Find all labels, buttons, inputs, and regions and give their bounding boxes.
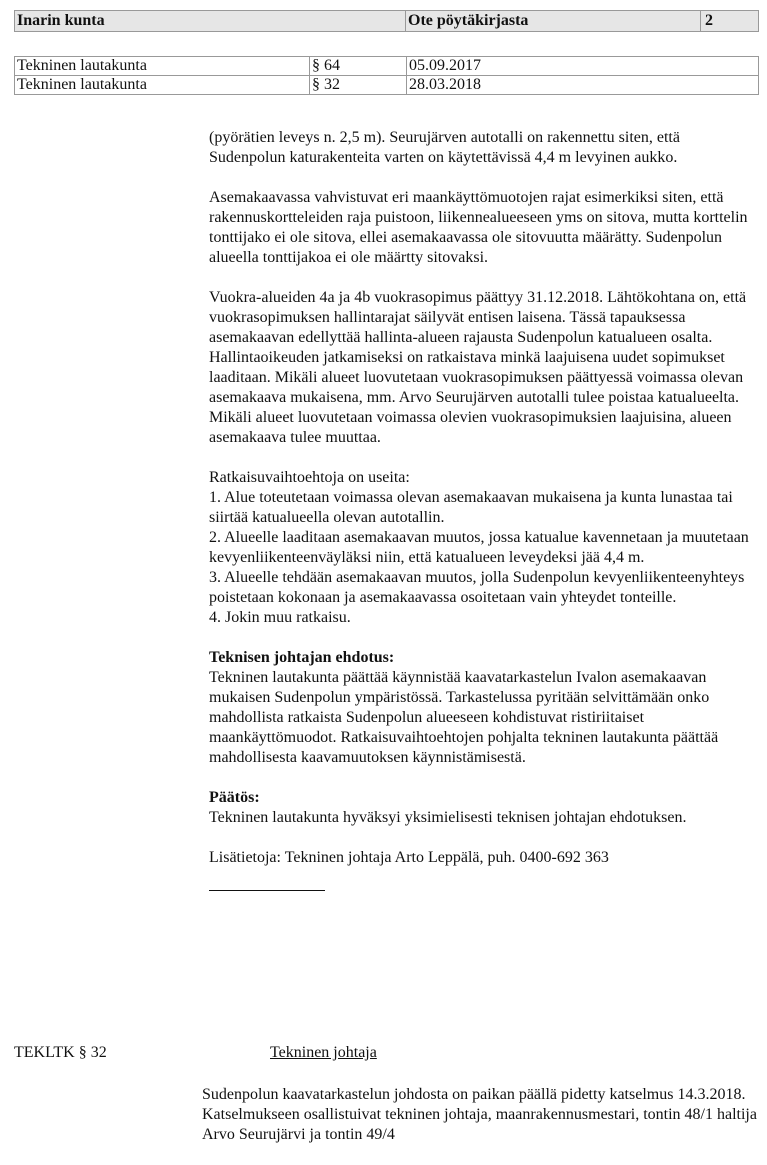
contact-info: Lisätietoja: Tekninen johtaja Arto Leppälä, puh. 0400-692 363 bbox=[209, 849, 609, 866]
meeting-meta-table bbox=[14, 56, 759, 95]
options-list bbox=[209, 468, 759, 628]
paragraph: Asemakaavassa vahvistuvat eri maankäyttömuotojen rajat esimerkiksi siten, että rakennuskortteleiden raja puistoon, liikennealueeseen yms on sitova, mutta korttelin tonttijako ei ole sitova, ellei asemakaavassa ole sitovuutta määrätty. Sudenpolun alueella tonttijakoa ei ole määrtty sitovaksi. bbox=[209, 189, 748, 266]
meta-body: Tekninen lautakunta bbox=[15, 57, 310, 76]
document-header bbox=[14, 10, 759, 32]
decision-text: Tekninen lautakunta hyväksyi yksimielisesti teknisen johtajan ehdotuksen. bbox=[209, 809, 687, 826]
options-intro: Ratkaisuvaihtoehtoja on useita: bbox=[209, 469, 410, 486]
meta-section: § 32 bbox=[310, 76, 407, 95]
document-type: Ote pöytäkirjasta bbox=[406, 11, 701, 32]
meta-row bbox=[15, 57, 759, 76]
minutes-body bbox=[209, 128, 759, 891]
page-number: 2 bbox=[701, 11, 759, 32]
option-item: 4. Jokin muu ratkaisu. bbox=[209, 609, 351, 626]
option-item: 3. Alueelle tehdään asemakaavan muutos, jolla Sudenpolun kevyenliikenteenyhteys poistetaan kokonaan ja asemakaavassa osoitetaan vain yhteydet tonteille. bbox=[209, 569, 745, 606]
section-code: TEKLTK § 32 bbox=[14, 1044, 107, 1061]
meta-date: 28.03.2018 bbox=[407, 76, 759, 95]
municipality-name: Inarin kunta bbox=[15, 11, 406, 32]
option-item: 2. Alueelle laaditaan asemakaavan muutos, jossa katualue kavennetaan ja muutetaan kevyenliikenteenväyläksi niin, että katualueen leveydeksi jää 4,4 m. bbox=[209, 529, 749, 566]
meta-row bbox=[15, 76, 759, 95]
meta-section: § 64 bbox=[310, 57, 407, 76]
decision-heading: Päätös: bbox=[209, 789, 260, 806]
paragraph: (pyörätien leveys n. 2,5 m). Seurujärven autotalli on rakennettu siten, että Sudenpolun katurakenteita varten on käytettävissä 4,4 m levyinen aukko. bbox=[209, 129, 680, 166]
proposal-text: Tekninen lautakunta päättää käynnistää kaavatarkastelun Ivalon asemakaavan mukaisen Sudenpolun ympäristössä. Tarkastelussa pyritään selvittämään onko mahdollista ratkaista Sudenpolun alueeseen kohdistuvat ristiriitaiset maankäyttömuodot. Ratkaisuvaihtoehtojen pohjalta tekninen lautakunta päättää mahdollisesta kaavamuutoksen käynnistämisestä. bbox=[209, 669, 719, 766]
paragraph: Sudenpolun kaavatarkastelun johdosta on paikan päällä pidetty katselmus 14.3.2018. Katselmukseen osallistuivat tekninen johtaja, maanrakennusmestari, tontin 48/1 haltija Arvo Seurujärvi ja tontin 49/4 bbox=[202, 1086, 757, 1143]
meta-body: Tekninen lautakunta bbox=[15, 76, 310, 95]
proposal-heading: Teknisen johtajan ehdotus: bbox=[209, 649, 395, 666]
meta-date: 05.09.2017 bbox=[407, 57, 759, 76]
signature-line bbox=[209, 890, 325, 891]
paragraph: Vuokra-alueiden 4a ja 4b vuokrasopimus päättyy 31.12.2018. Lähtökohtana on, että vuokrasopimuksen hallintarajat säilyvät entisen laisena. Tässä tapauksessa asemakaavan edellyttää hallinta-alueen rajausta Sudenpolun katualueen osalta. Hallintaoikeuden jatkamiseksi on ratkaistava minkä laajuisena uudet sopimukset laaditaan. Mikäli alueet luovutetaan vuokrasopimuksen päättyessä voimassa olevan asemakaava mukaisena, mm. Arvo Seurujärven autotalli tulee poistaa katualueelta. Mikäli alueet luovutetaan voimassa olevien vuokrasopimuksien laajuisina, alueen asemakaava tulee muuttaa. bbox=[209, 289, 747, 446]
section-body bbox=[202, 1085, 759, 1165]
section-title: Tekninen johtaja bbox=[270, 1044, 377, 1061]
option-item: 1. Alue toteutetaan voimassa olevan asemakaavan mukaisena ja kunta lunastaa tai siirtää katualueella olevan autotallin. bbox=[209, 489, 733, 526]
